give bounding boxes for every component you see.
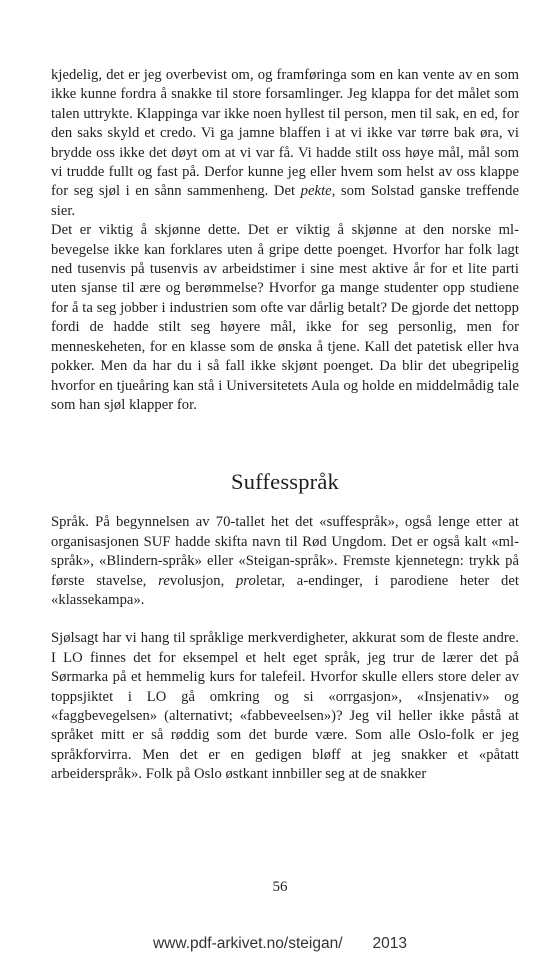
sprak-part2: volusjon, bbox=[169, 572, 236, 589]
sprak-part1: Språk. På begynnelsen av 70-tallet het det «suffespråk», også lenge etter at organisasjonen SUF hadde skifta navn til Rød Ungdom. Det er også kalt «ml-språk», «Blindern-språk» eller «Steigan-språk». Fremste kjennetegn: trykk på første stavelse, bbox=[51, 514, 519, 589]
watermark-year: 2013 bbox=[372, 935, 408, 952]
paragraph-poenget-text: Det er viktig å skjønne dette. Det er viktig å skjønne at den norske ml-bevegelse ikke kan forklares uten å gripe dette poenget. Hvorfor har folk lagt ned tusenvis på tusenvis av arbeidstimer i sine mest aktive år for et lite parti uten sjanse til ære og berømmelse? Hvorfor ga mange studenter opp studiene for å ta seg jobber i industrien som ofte var dårlig betalt? De gjorde det nettopp fordi de hadde stilt seg høyere mål, ikke for seg personlig, men for menneskeheten, for en klasse som de ønska å tjene. Kall det patetisk eller hva pokker. Men da har du i så fall ikke skjønt poenget. Da blir det ubegripelig hvorfor en tjueåring kan stå i Universitetets Aula og holde en middelmådig tale som han sjøl klapper for. bbox=[51, 222, 519, 413]
pekte-before: Det bbox=[273, 183, 301, 200]
book-page bbox=[51, 66, 519, 785]
paragraph-credo-text: kjedelig, det er jeg overbevist om, og framføringa som en kan vente av en som ikke kunne fordra å snakke til store forsamlinger. Jeg klappa for det målet som talen uttrykte. Klappinga var ikke noen hyllest til person, men til sak, en ed, for den saks skyld et credo. Vi ga jamne blaffen i at vi ikke var tørre bak øra, vi brydde oss ikke det døyt om at vi var få. Vi hadde stilt oss høye mål, mål som vi trudde fullt og fast på. Derfor kunne jeg eller hvem som helst av oss klappe for seg sjøl i en sånn sammenheng. bbox=[51, 67, 519, 200]
source-watermark bbox=[0, 935, 560, 953]
paragraph-merkverdigheter bbox=[51, 629, 519, 784]
sprak-italic-pro: pro bbox=[235, 572, 256, 589]
paragraph-credo bbox=[51, 66, 519, 221]
pekte-italic: pekte, bbox=[300, 183, 336, 200]
sprak-part4: a-endinger, i parodiene heter det «klassekampa». bbox=[51, 572, 519, 608]
sprak-italic-re: re bbox=[158, 572, 170, 589]
section-heading: Suffesspråk bbox=[230, 469, 340, 495]
watermark-site: www.pdf-arkivet.no/steigan/ bbox=[152, 935, 343, 952]
page-number: 56 bbox=[272, 879, 288, 895]
paragraph-merkverdigheter-text: Sjølsagt har vi hang til språklige merkverdigheter, akkurat som de fleste andre. I LO finnes det for eksempel et helt eget språk, jeg trur de lærer det på Sørmarka på et hemmelig kurs for talefeil. Hvorfor skulle ellers store deler av toppsjiktet i LO gå omkring og si «orrgasjon», «Insjenativ» og «faggbevegelsen» (alternativt; «fabbeveelsen»)? Jeg vil heller ikke påstå at språket mitt er så røddig som det burde være. Som alle Oslo-folk er jeg språkforvirra. Men det er en gedigen bløff at jeg snakker et «påtatt arbeiderspråk». Folk på Oslo østkant innbiller seg at de snakker bbox=[51, 630, 519, 783]
paragraph-poenget bbox=[51, 221, 519, 415]
sprak-part3: letar, bbox=[255, 572, 297, 589]
pekte-after: som Solstad ganske treffende sier. bbox=[51, 183, 519, 219]
paragraph-sprak bbox=[51, 513, 519, 610]
